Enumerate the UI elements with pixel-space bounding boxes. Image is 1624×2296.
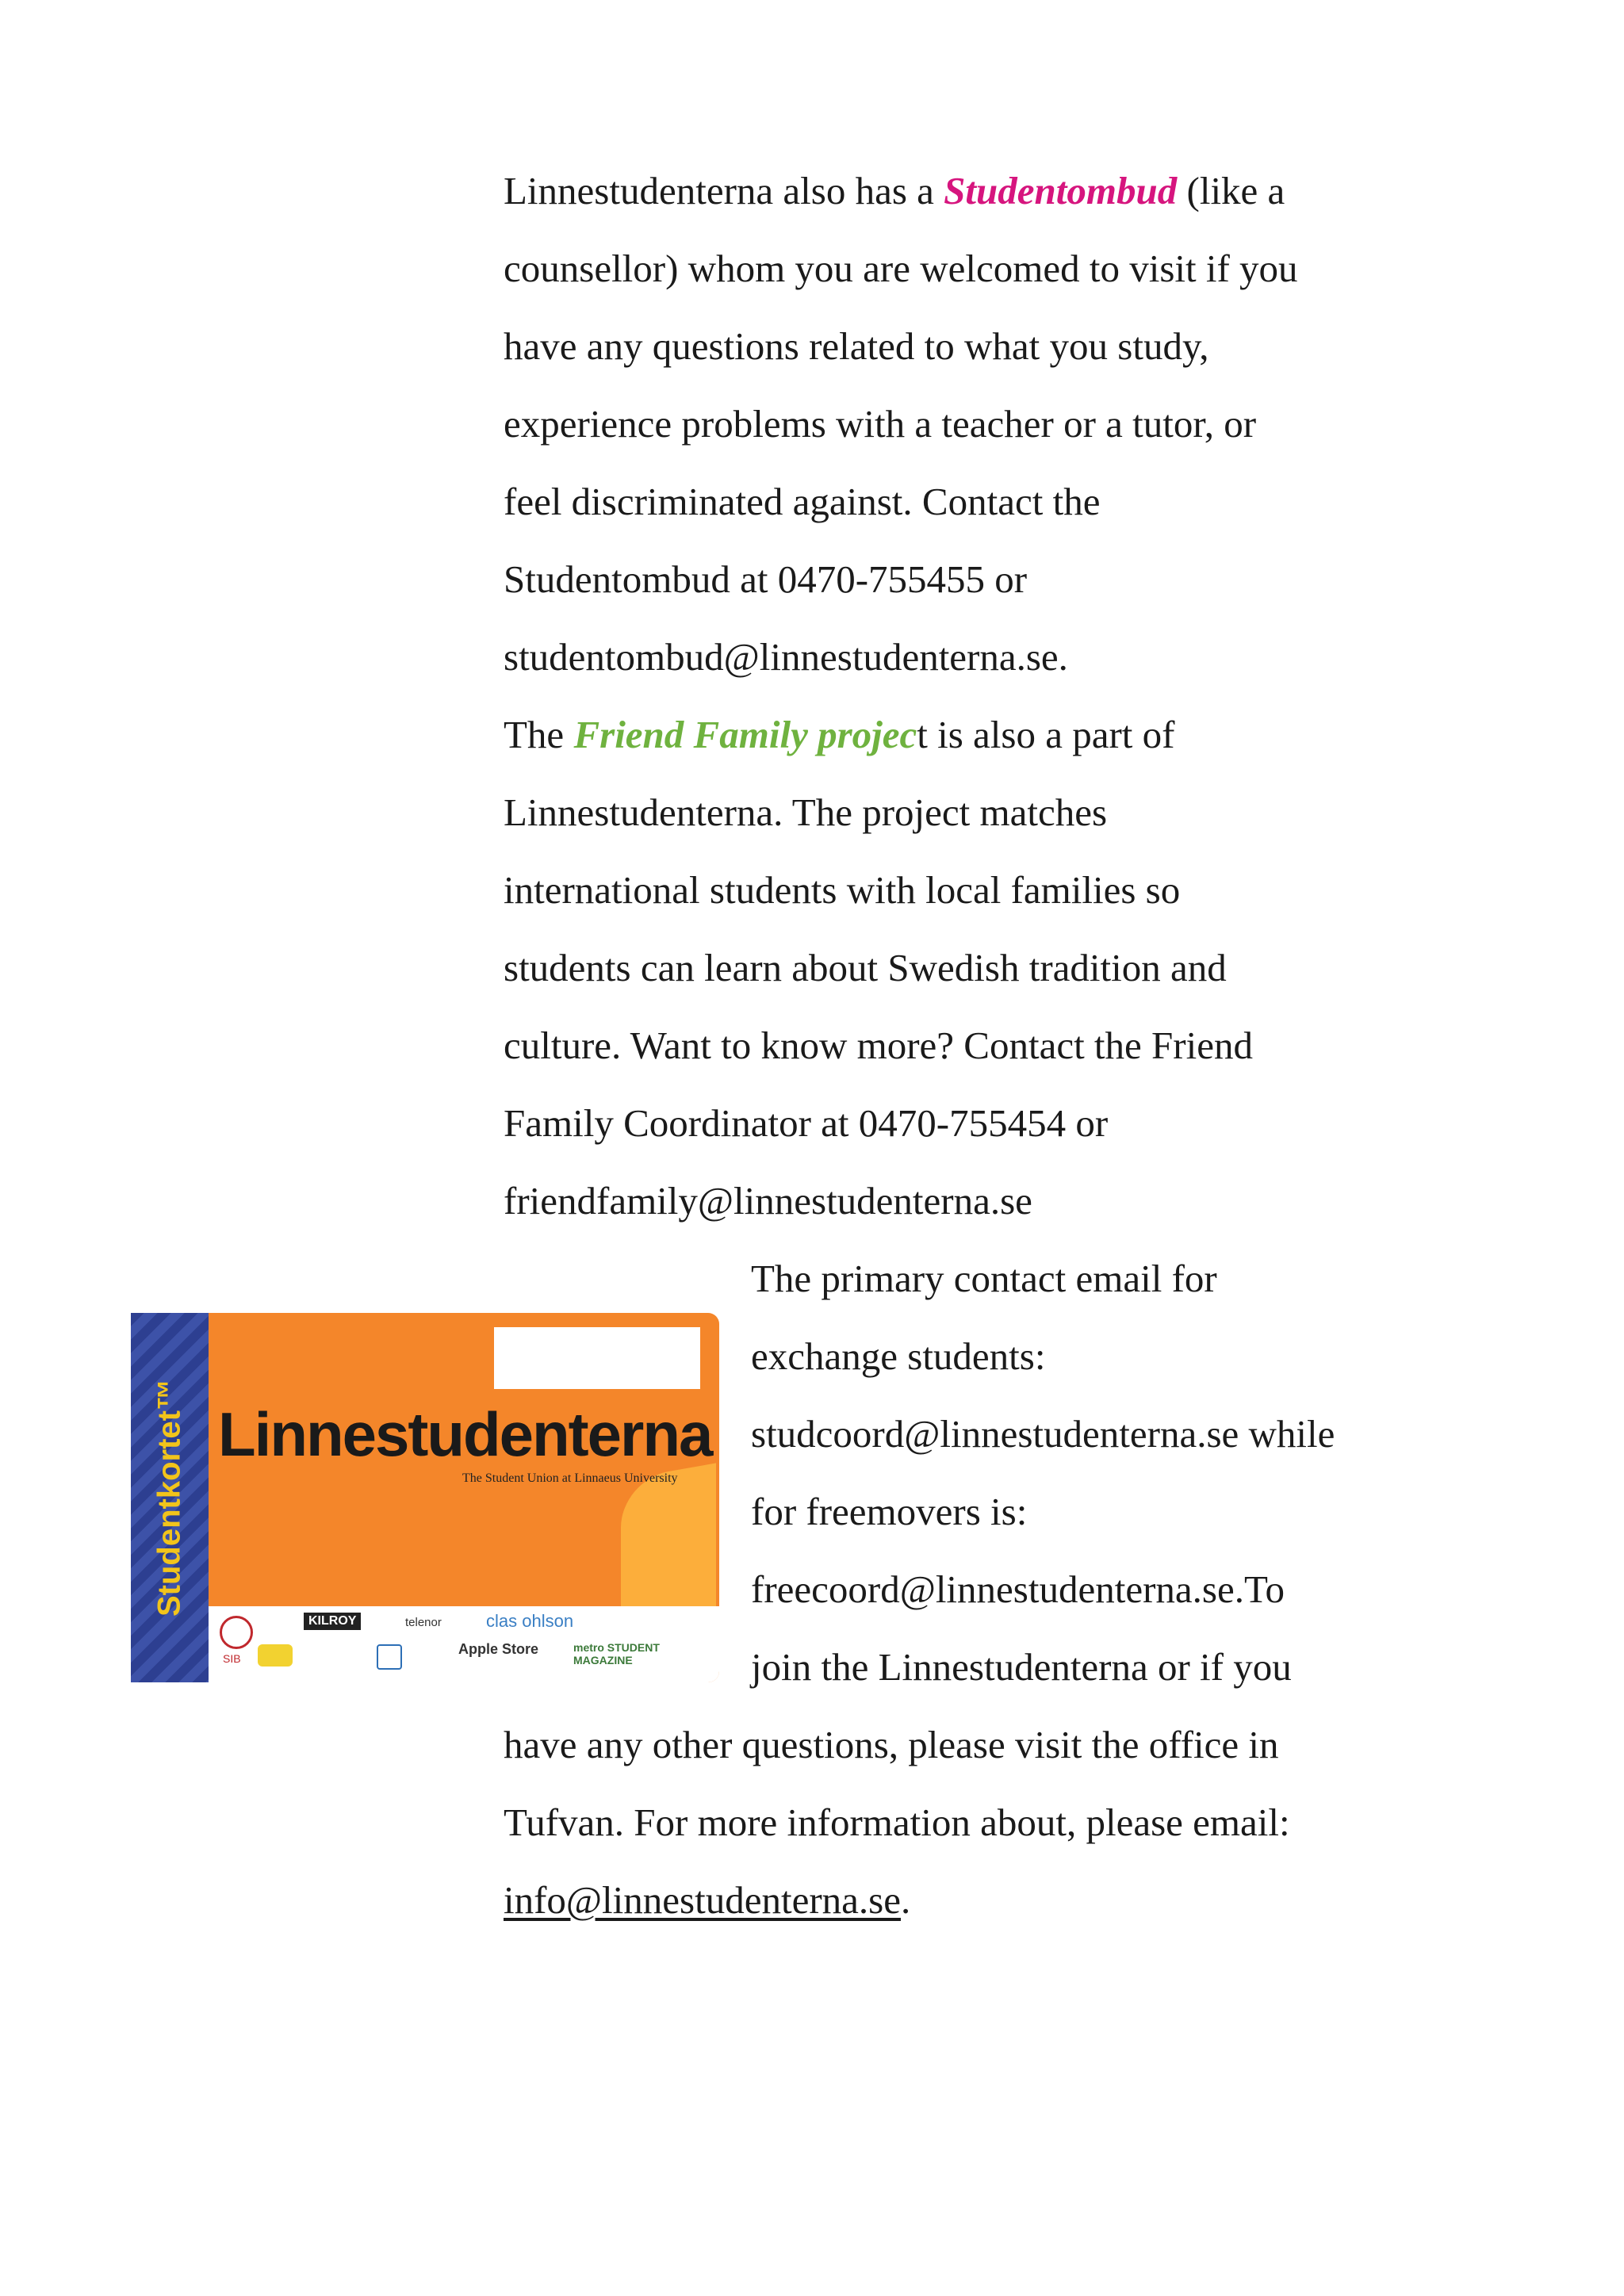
para1-line5: feel discriminated against. Contact the [504, 480, 1101, 523]
para2-line2: Linnestudenterna. The project matches [504, 790, 1108, 834]
sponsor-square-icon [377, 1644, 402, 1670]
para2-text: The [504, 713, 574, 756]
sib-logo-icon [220, 1616, 253, 1649]
card-main-panel [209, 1313, 719, 1682]
para3-line1: The primary contact email for [751, 1257, 1217, 1300]
para3-line9 [504, 1862, 910, 1939]
para1-line6: Studentombud at 0470-755455 or [504, 557, 1028, 601]
studentombud-highlight: Studentombud [944, 169, 1178, 212]
para3-line4: for freemovers is: [751, 1490, 1028, 1533]
friend-family-highlight: Friend Family projec [573, 713, 917, 756]
sponsor-telenor: telenor [405, 1616, 442, 1629]
para2-line7: friendfamily@linnestudenterna.se [504, 1179, 1032, 1223]
sponsor-badge-icon [258, 1644, 293, 1667]
sponsor-metro-student: metro STUDENT MAGAZINE [573, 1641, 660, 1667]
para1-line2: counsellor) whom you are welcomed to visit if you [504, 247, 1298, 290]
para1-line3: have any questions related to what you study, [504, 324, 1209, 368]
para2-line6: Family Coordinator at 0470-755454 or [504, 1101, 1109, 1145]
card-white-box [494, 1327, 700, 1389]
para1-line7: studentombud@linnestudenterna.se. [504, 635, 1068, 679]
para3-line8: Tufvan. For more information about, please email: [504, 1800, 1290, 1844]
para1-text: Linnestudenterna also has a [504, 169, 944, 212]
card-side-strip [131, 1313, 209, 1682]
para2-text: t is also a part of [917, 713, 1175, 756]
para3-line5: freecoord@linnestudenterna.se.To [751, 1567, 1285, 1611]
card-side-label: Studentkortet™ [151, 1379, 187, 1617]
para3-line2: exchange students: [751, 1334, 1046, 1378]
para1-line4: experience problems with a teacher or a tutor, or [504, 402, 1257, 446]
para1-line1 [504, 152, 1285, 230]
card-subtitle: The Student Union at Linnaeus University [462, 1471, 678, 1485]
para3-text: . [900, 1878, 911, 1922]
sponsor-clas-ohlson: clas ohlson [486, 1611, 574, 1631]
sponsor-sib: SIB [223, 1652, 241, 1665]
para2-line3: international students with local families so [504, 868, 1181, 912]
card-logo-text: Linnestudenterna [218, 1399, 712, 1469]
student-card-image [131, 1313, 719, 1682]
sponsor-kilroy: KILROY [304, 1613, 361, 1630]
para3-line7: have any other questions, please visit the office in [504, 1723, 1279, 1766]
para3-line3: studcoord@linnestudenterna.se while [751, 1412, 1335, 1456]
para2-line5: culture. Want to know more? Contact the Friend [504, 1024, 1253, 1067]
info-email-link[interactable]: info@linnestudenterna.se [504, 1878, 901, 1922]
card-sponsor-strip [209, 1606, 719, 1682]
para2-line4: students can learn about Swedish tradition and [504, 946, 1227, 989]
sponsor-apple-store: Apple Store [458, 1641, 539, 1657]
para2-line1 [504, 696, 1175, 774]
para3-line6: join the Linnestudenterna or if you [751, 1645, 1292, 1689]
para1-text: (like a [1177, 169, 1285, 212]
